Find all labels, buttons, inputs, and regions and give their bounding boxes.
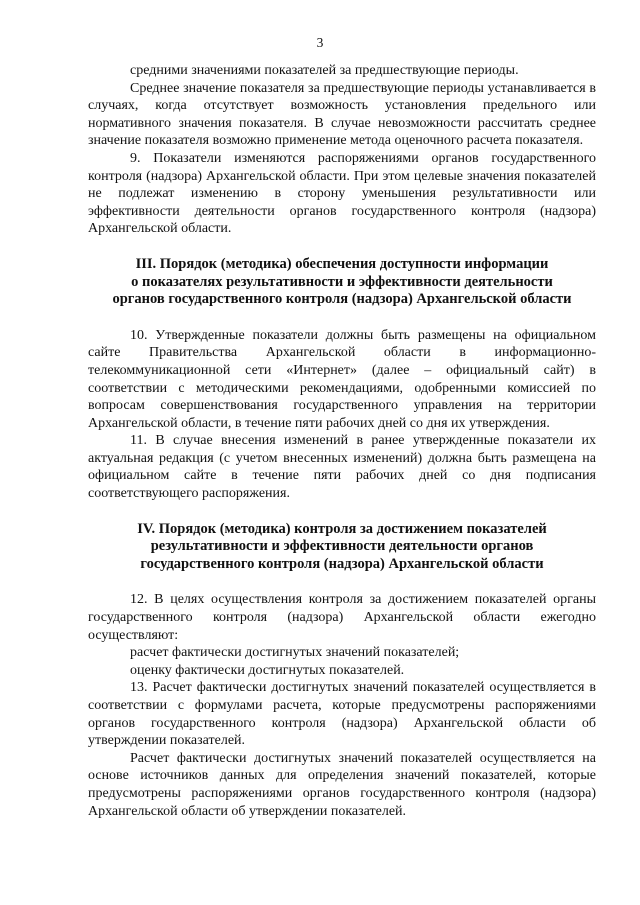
heading-line: III. Порядок (методика) обеспечения доступности информации	[135, 255, 549, 272]
paragraph: 9. Показатели изменяются распоряжениями органов государственного контроля (надзора) Архангельской области. При этом целевые значения показателей не подлежат изменению в сторону уменьшения результативности или эффективности деятельности органов государственного контроля (надзора) Архангельской области.	[88, 150, 596, 237]
paragraph: Среднее значение показателя за предшествующие периоды устанавливается в случаях, когда отсутствует возможность установления предельного или нормативного значения показателя. В случае невозможности рассчитать среднее значение показателя возможно применение метода оценочного расчета показателя.	[88, 80, 596, 149]
document-body	[88, 62, 596, 820]
heading-line: IV. Порядок (методика) контроля за достижением показателей	[137, 520, 547, 537]
paragraph: 11. В случае внесения изменений в ранее утвержденные показатели их актуальная редакция (с учетом внесенных изменений) должна быть размещена на официальном сайте в течение пяти рабочих дней со дня подписания соответствующего распоряжения.	[88, 433, 596, 502]
paragraph: расчет фактически достигнутых значений показателей;	[130, 645, 460, 661]
heading-line: органов государственного контроля (надзора) Архангельской области	[112, 291, 572, 308]
heading-line: государственного контроля (надзора) Архангельской области	[140, 555, 544, 572]
paragraph: 13. Расчет фактически достигнутых значений показателей осуществляется в соответствии с формулами расчета, которые предусмотрены распоряжениями органов государственного контроля (надзора) Архангельской области об утверждении показателей.	[88, 680, 596, 749]
paragraph: 12. В целях осуществления контроля за достижением показателей органы государственного контроля (надзора) Архангельской области ежегодно осуществляют:	[88, 592, 596, 643]
paragraph: Расчет фактически достигнутых значений показателей осуществляется на основе источников данных для определения значений показателей, которые предусмотрены распоряжениями органов государственного контроля (надзора) Архангельской области об утверждении показателей.	[88, 750, 596, 819]
paragraph: оценку фактически достигнутых показателей.	[130, 662, 405, 678]
paragraph: 10. Утвержденные показатели должны быть размещены на официальном сайте Правительства Архангельской области в информационно-телекоммуникационной сети «Интернет» (далее – официальный сайт) в соответствии с методическими рекомендациями, одобренными комиссией по вопросам совершенствования государственного управления на территории Архангельской области, в течение пяти рабочих дней со дня их утверждения.	[88, 327, 596, 431]
paragraph: средними значениями показателей за предшествующие периоды.	[130, 63, 519, 78]
heading-line: о показателях результативности и эффективности деятельности	[131, 273, 553, 290]
heading-line: результативности и эффективности деятельности органов	[150, 538, 534, 555]
page-number: 3	[316, 35, 324, 50]
section-4-heading	[88, 521, 596, 574]
section-3-heading	[88, 256, 596, 309]
